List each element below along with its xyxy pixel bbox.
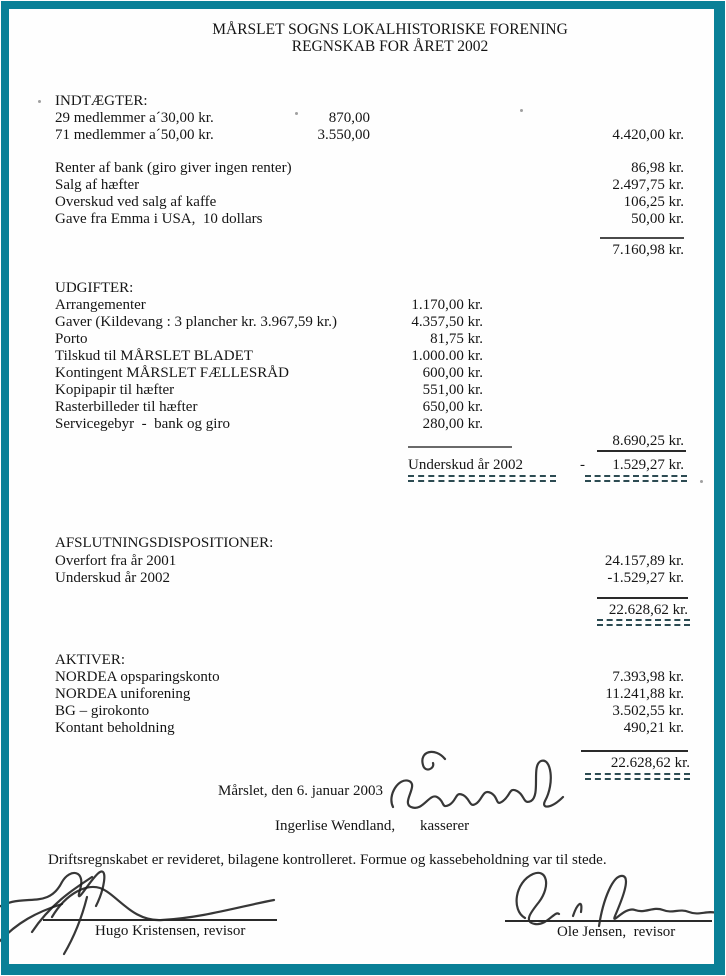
amount-right: 490,21 kr.: [623, 720, 684, 736]
audit-note: Driftsregnskabet er revideret, bilagene kontrolleret. Formue og kassebeholdning var til stede.: [48, 852, 607, 868]
line-item-label: Kopipapir til hæfter: [55, 382, 175, 398]
deficit-label: Underskud år 2002: [408, 457, 523, 473]
double-rule: [585, 475, 687, 482]
line-item-label: Kontingent MÅRSLET FÆLLESRÅD: [55, 365, 289, 381]
scan-speck: [38, 100, 41, 103]
line-item-label: NORDEA opsparingskonto: [55, 669, 220, 685]
amount-right: 3.502,55 kr.: [612, 703, 684, 719]
closing-total: 22.628,62 kr.: [608, 602, 688, 618]
scan-speck: [520, 109, 523, 112]
expenses-total: 8.690,25 kr.: [612, 433, 684, 449]
line-item-label: Servicegebyr - bank og giro: [55, 416, 230, 432]
amount-right: 24.157,89 kr.: [604, 553, 684, 569]
section-heading-income: INDTÆGTER:: [55, 93, 148, 109]
amount-right: 2.497,75 kr.: [612, 177, 684, 193]
amount-mid: 1.170,00 kr.: [411, 297, 483, 313]
amount-mid: 280,00 kr.: [422, 416, 483, 432]
auditor-left-name: Hugo Kristensen, revisor: [95, 923, 246, 939]
amount-mid: 4.357,50 kr.: [411, 314, 483, 330]
double-rule: [408, 475, 556, 482]
line-item-label: Overfort fra år 2001: [55, 553, 177, 569]
place-date: Mårslet, den 6. januar 2003: [218, 783, 383, 799]
amount-right: 106,25 kr.: [623, 194, 684, 210]
line-item-label: BG – girokonto: [55, 703, 150, 719]
line-item-label: Arrangementer: [55, 297, 146, 313]
amount-right: 11.241,88 kr.: [605, 686, 684, 702]
line-item-label: Gaver (Kildevang : 3 plancher kr. 3.967,59 kr.): [55, 314, 338, 330]
amount-right: 4.420,00 kr.: [612, 127, 684, 143]
section-heading-expenses: UDGIFTER:: [55, 280, 134, 296]
section-heading-closing: AFSLUTNINGSDISPOSITIONER:: [55, 535, 274, 551]
line-item-label: Underskud år 2002: [55, 570, 170, 586]
treasurer-title: kasserer: [420, 818, 470, 834]
auditor-left-signature: [0, 862, 302, 962]
scan-speck: [700, 480, 703, 483]
line-item-label: Tilskud til MÅRSLET BLADET: [55, 348, 253, 364]
double-rule: [597, 619, 690, 626]
amount-right: -1.529,27 kr.: [607, 570, 684, 586]
amount-mid: 600,00 kr.: [422, 365, 483, 381]
amount-right: 50,00 kr.: [631, 211, 684, 227]
line-item-label: Kontant beholdning: [55, 720, 175, 736]
line-item-label: Porto: [55, 331, 88, 347]
column-rule: [408, 446, 512, 448]
total-rule: [600, 237, 684, 239]
double-rule: [585, 773, 690, 780]
deficit-overline: [597, 450, 686, 452]
auditor-right-signature: [495, 866, 723, 938]
doc-title-line2: REGNSKAB FOR ÅRET 2002: [291, 38, 489, 55]
amount-mid: 650,00 kr.: [422, 399, 483, 415]
amount-mid: 551,00 kr.: [422, 382, 483, 398]
total-rule: [581, 750, 688, 752]
line-item-label: 29 medlemmer a´30,00 kr.: [55, 110, 214, 126]
income-total: 7.160,98 kr.: [612, 242, 684, 258]
signature-line-right: [505, 920, 712, 922]
line-item-label: Salg af hæfter: [55, 177, 140, 193]
line-item-label: Rasterbilleder til hæfter: [55, 399, 198, 415]
assets-total: 22.628,62 kr.: [610, 755, 690, 771]
amount-mid: 3.550,00: [317, 127, 370, 143]
section-heading-assets: AKTIVER:: [55, 652, 125, 668]
amount-mid: 81,75 kr.: [430, 331, 483, 347]
total-rule: [597, 597, 688, 599]
amount-right: 86,98 kr.: [631, 160, 684, 176]
amount-mid: 1.000.00 kr.: [411, 348, 483, 364]
treasurer-name: Ingerlise Wendland,: [275, 818, 396, 834]
auditor-right-name: Ole Jensen, revisor: [557, 924, 676, 940]
line-item-label: Renter af bank (giro giver ingen renter): [55, 160, 292, 176]
amount-right: 7.393,98 kr.: [612, 669, 684, 685]
line-item-label: Gave fra Emma i USA, 10 dollars: [55, 211, 263, 227]
line-item-label: Overskud ved salg af kaffe: [55, 194, 217, 210]
line-item-label: NORDEA uniforening: [55, 686, 191, 702]
doc-title-line1: MÅRSLET SOGNS LOKALHISTORISKE FORENING: [212, 21, 568, 38]
deficit-value: 1.529,27 kr.: [612, 457, 684, 473]
deficit-minus: -: [580, 457, 585, 473]
treasurer-signature: [385, 743, 575, 823]
signature-line-left: [43, 919, 277, 921]
scan-speck: [295, 112, 298, 115]
amount-mid: 870,00: [328, 110, 370, 126]
line-item-label: 71 medlemmer a´50,00 kr.: [55, 127, 214, 143]
